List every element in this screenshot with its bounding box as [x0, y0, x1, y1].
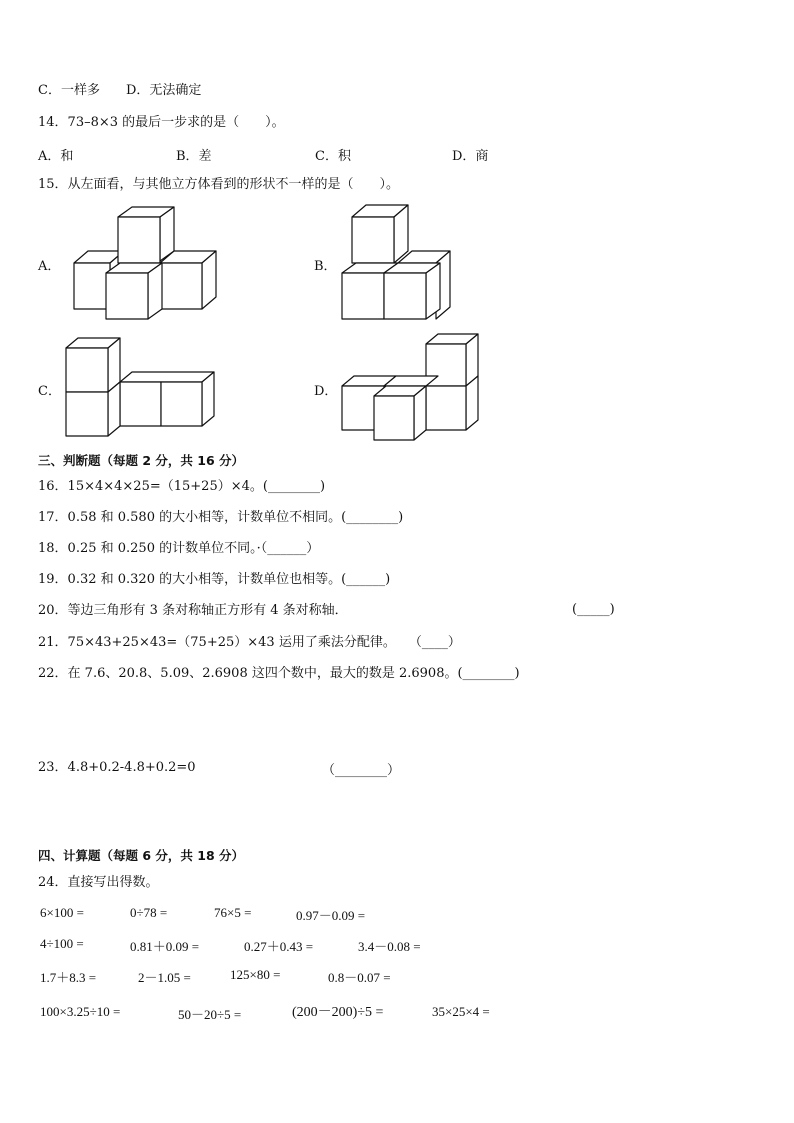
- calc-item: 35×25×4 =: [432, 1004, 490, 1019]
- calc-item: 6×100 =: [40, 905, 84, 920]
- calc-item: 2－1.05 =: [138, 970, 191, 985]
- cube-figure-d[interactable]: [338, 332, 488, 444]
- q13-options-cd: C．一样多 D．无法确定: [38, 83, 202, 98]
- calc-item: 0.8－0.07 =: [328, 970, 391, 985]
- q14-option-a[interactable]: A．和: [38, 149, 74, 164]
- question-18: 18．0.25 和 0.250 的计数单位不同。·（______）: [38, 541, 320, 556]
- calc-item: 4÷100 =: [40, 936, 84, 951]
- q15-label-a[interactable]: A．: [38, 259, 61, 274]
- question-17: 17．0.58 和 0.580 的大小相等，计数单位不相同。(________): [38, 510, 404, 525]
- q15-label-b[interactable]: B．: [314, 259, 337, 274]
- question-23: 23．4.8+0.2-4.8+0.2=0: [38, 760, 196, 775]
- calc-item: 0.97－0.09 =: [296, 908, 366, 923]
- calc-item: 0.27＋0.43 =: [244, 939, 314, 954]
- q14-option-c[interactable]: C．积: [315, 149, 351, 164]
- q14-option-b[interactable]: B．差: [176, 149, 212, 164]
- calc-item: 125×80 =: [230, 967, 281, 982]
- question-24: 24．直接写出得数。: [38, 875, 159, 890]
- q15-label-d[interactable]: D．: [314, 384, 338, 399]
- question-16: 16．15×4×4×25=（15+25）×4。(________): [38, 479, 326, 494]
- cube-figure-b[interactable]: [338, 203, 458, 323]
- section-4-heading: 四、计算题（每题 6 分，共 18 分）: [38, 848, 245, 863]
- q20-answer-blank[interactable]: (_____): [572, 602, 615, 617]
- q15-label-c[interactable]: C．: [38, 384, 61, 399]
- calc-item: 0.81＋0.09 =: [130, 939, 200, 954]
- calc-item: 1.7＋8.3 =: [40, 970, 97, 985]
- calc-item: 0÷78 =: [130, 905, 168, 920]
- calc-item: 3.4－0.08 =: [358, 939, 421, 954]
- q23-answer-blank[interactable]: （________）: [322, 763, 401, 778]
- calc-item: 100×3.25÷10 =: [40, 1004, 121, 1019]
- question-20: 20．等边三角形有 3 条对称轴正方形有 4 条对称轴．: [38, 603, 348, 618]
- calc-item: 76×5 =: [214, 905, 252, 920]
- q14-option-d[interactable]: D．商: [452, 149, 489, 164]
- cube-figure-c[interactable]: [64, 336, 224, 442]
- cube-figure-a[interactable]: [70, 203, 220, 323]
- calc-item: (200－200)÷5 =: [292, 1005, 384, 1020]
- question-19: 19．0.32 和 0.320 的大小相等，计数单位也相等。(______): [38, 572, 391, 587]
- question-15: 15．从左面看，与其他立方体看到的形状不一样的是（ ）。: [38, 177, 400, 192]
- question-21: 21．75×43+25×43=（75+25）×43 运用了乘法分配律。 （____）: [38, 635, 461, 650]
- question-22: 22．在 7.6、20.8、5.09、2.6908 这四个数中，最大的数是 2.6908。(________): [38, 666, 520, 681]
- question-14: 14．73–8×3 的最后一步求的是（ ）。: [38, 115, 285, 130]
- calc-item: 50－20÷5 =: [178, 1007, 242, 1022]
- section-3-heading: 三、判断题（每题 2 分，共 16 分）: [38, 453, 245, 468]
